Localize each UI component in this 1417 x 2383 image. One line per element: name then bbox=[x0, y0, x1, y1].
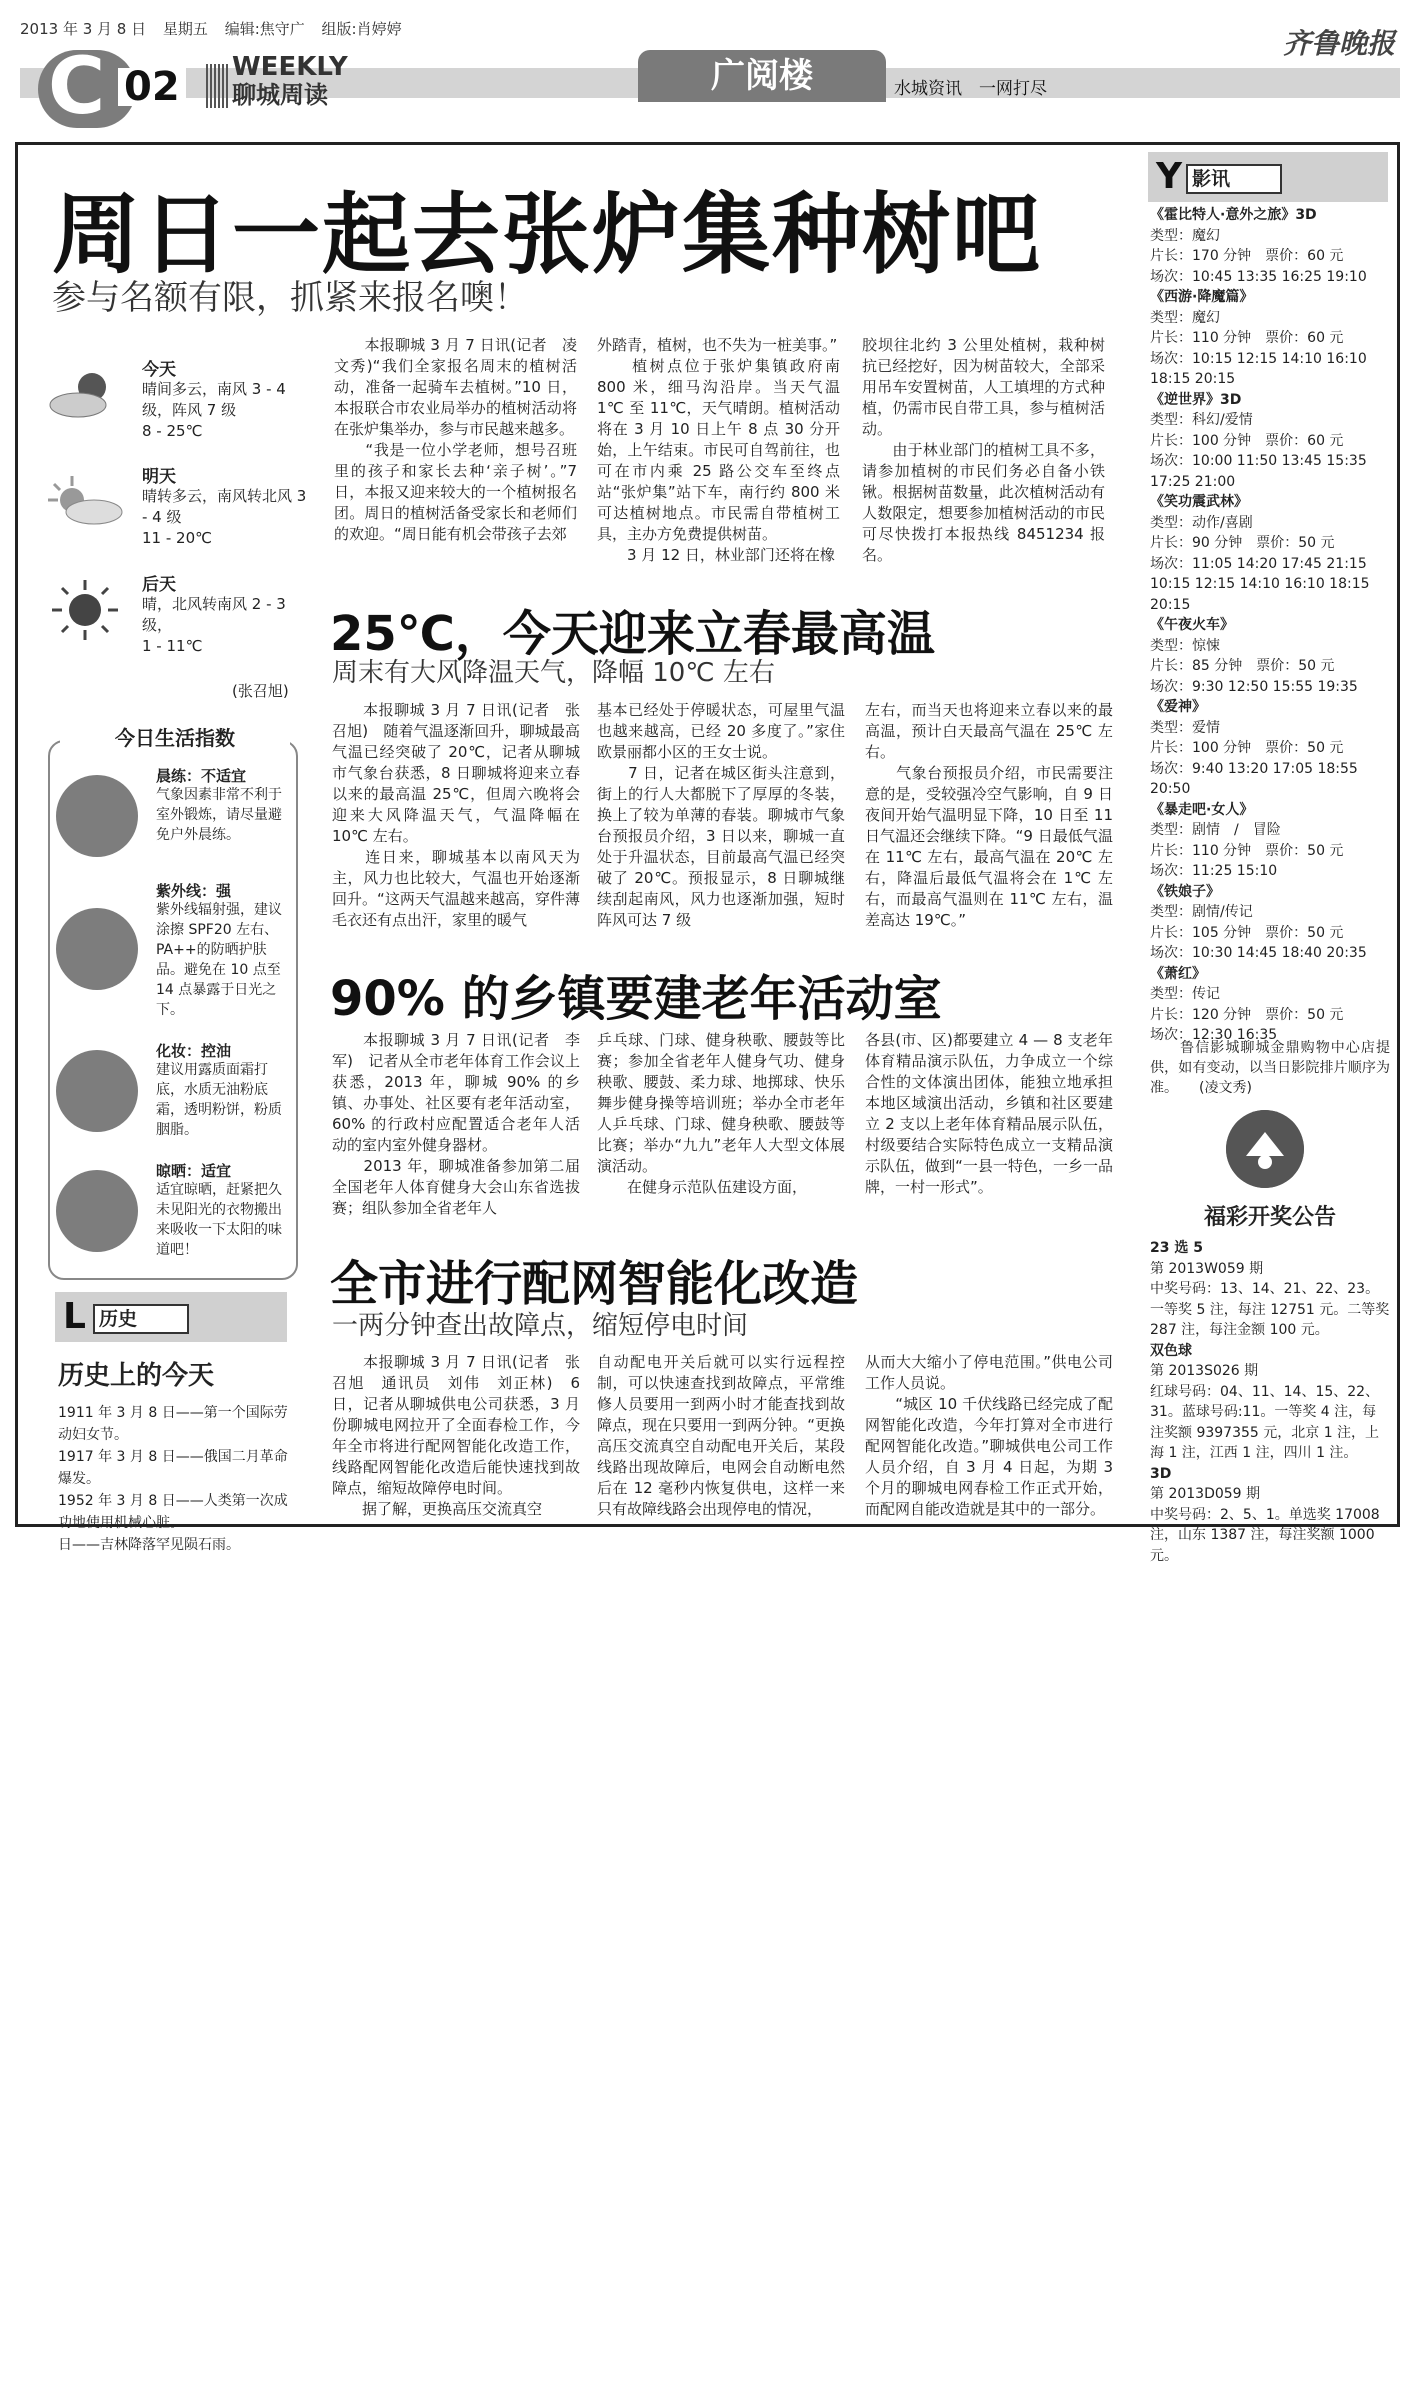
article4-subheadline: 一两分钟查出故障点，缩短停电时间 bbox=[332, 1311, 749, 1341]
movie-item bbox=[1150, 800, 1390, 882]
movies-section-header bbox=[1148, 152, 1388, 202]
section-subtitle: 水城资讯 一网打尽 bbox=[894, 79, 1047, 99]
movie-title: 《铁娘子》 bbox=[1150, 883, 1220, 900]
life-item-name: 晨练：不适宜 bbox=[156, 767, 247, 785]
history-title: 历史上的今天 bbox=[58, 1361, 215, 1391]
movie-item bbox=[1150, 205, 1390, 287]
life-item-desc: 适宜晾晒，赶紧把久未见阳光的衣物搬出来吸收一下太阳的味道吧！ bbox=[156, 1182, 282, 1258]
movie-item bbox=[1150, 492, 1390, 615]
lead-col2: 外踏青，植树，也不失为一桩美事。” 植树点位于张炉集镇政府南 800 米，细马沟沿岸。当天气温 1℃ 至 11℃，天气晴朗。植树活动将在 3 月 10 日上午 8 点 30 分开始，上午结束。市民可自驾前往，也可在市内乘 25 路公交车至终点站“张炉集”站下车，南行约 800 米可达植树地点。市民需自带植树工具，主办方免费提供树苗。 3 月 12 日，林业部门还将在橡 bbox=[597, 336, 840, 564]
movie-list bbox=[1150, 205, 1390, 1046]
movie-times: 场次：10:45 13:35 16:25 19:10 bbox=[1150, 268, 1367, 285]
life-item-desc: 紫外线辐射强，建议涂擦 SPF20 左右、PA++的防晒护肤品。避免在 10 点至 14 点暴露于日光之下。 bbox=[156, 902, 282, 1018]
movie-length: 片长：110 分钟 票价：50 元 bbox=[1150, 842, 1344, 859]
life-item bbox=[54, 765, 294, 875]
movie-times: 场次：11:05 14:20 17:45 21:15 10:15 12:15 14:10 16:10 18:15 20:15 bbox=[1150, 555, 1370, 613]
weather-after-tomorrow bbox=[44, 570, 304, 660]
issue-date: 2013 年 3 月 8 日 bbox=[20, 20, 147, 38]
movie-times: 场次：11:25 15:10 bbox=[1150, 863, 1278, 879]
weather-today bbox=[44, 355, 304, 445]
welfare-lottery-logo-icon bbox=[1226, 1110, 1304, 1188]
life-item bbox=[54, 880, 294, 1025]
movie-length: 片长：120 分钟 票价：50 元 bbox=[1150, 1006, 1344, 1023]
history-item: 1917 年 3 月 8 日——俄国二月革命爆发。 bbox=[58, 1449, 288, 1487]
weather-credit: (张召旭) bbox=[232, 682, 289, 700]
movie-item bbox=[1150, 964, 1390, 1046]
movie-note: 鲁信影城聊城金鼎购物中心店提供，如有变动，以当日影院排片顺序为准。 (凌文秀) bbox=[1150, 1040, 1390, 1096]
movie-type: 类型：爱情 bbox=[1150, 719, 1220, 736]
newspaper-logo: 齐鲁晚报 bbox=[1282, 27, 1395, 60]
movie-length: 片长：100 分钟 票价：60 元 bbox=[1150, 432, 1344, 449]
article3-headline: 90% 的乡镇要建老年活动室 bbox=[330, 971, 942, 1027]
lottery-line: 3D bbox=[1150, 1465, 1172, 1482]
article4-col2: 自动配电开关后就可以实行远程控制，可以快速查找到故障点，平常维修人员要用一到两小时才能查找到故障点，现在只要用一到两分钟。“更换高压交流真空自动配电开关后，某段线路出现故障后，电网会自动断电然后在 12 毫秒内恢复供电，这样一来只有故障线路会出现停电的情况， bbox=[597, 1353, 845, 1518]
life-index-title: 今日生活指数 bbox=[60, 722, 290, 751]
lottery-list bbox=[1150, 1238, 1390, 1566]
history-list bbox=[58, 1402, 290, 1556]
history-item: 1952 年 3 月 8 日——人类第一次成功地使用机械心脏。 bbox=[58, 1493, 288, 1531]
exercise-icon bbox=[56, 775, 138, 857]
article2-subheadline: 周末有大风降温天气，降幅 10℃ 左右 bbox=[332, 658, 775, 688]
weather-day: 明天 bbox=[142, 467, 176, 487]
lottery-title: 福彩开奖公告 bbox=[1203, 1205, 1336, 1230]
weekly-cn-label: 聊城周读 bbox=[232, 81, 328, 109]
weather-day: 今天 bbox=[142, 360, 176, 380]
barcode-icon bbox=[206, 64, 230, 108]
article2-col2: 基本已经处于停暖状态，可屋里气温也越来越高，已经 20 多度了。”家住欧景丽都小区的王女士说。 7 日，记者在城区街头注意到，街上的行人大都脱下了厚厚的冬装，换上了较为单薄的春装。聊城市气象台预报员介绍，3 日以来，聊城一直处于升温状态，目前最高气温已经突破了 20℃。预报显示，8 日聊城继续刮起南风，风力也逐渐加强，短时阵风可达 7 级 bbox=[597, 701, 845, 929]
lead-col1: 本报聊城 3 月 7 日讯(记者 凌文秀)“我们全家报名周末的植树活动，准备一起骑车去植树。”10 日，本报联合市农业局举办的植树活动将在张炉集举办，参与市民越来越多。 “我是一位小学老师，想号召班里的孩子和家长去种‘亲子树’。”7 日，本报又迎来较大的一个植树报名团。周日的植树活备受家长和老师们的欢迎。“周日能有机会带孩子去郊 bbox=[334, 336, 577, 543]
lottery-line: 23 选 5 bbox=[1150, 1240, 1203, 1256]
movie-length: 片长：110 分钟 票价：60 元 bbox=[1150, 330, 1344, 346]
lottery-line: 双色球 bbox=[1150, 1342, 1192, 1359]
weekly-label: WEEKLY bbox=[232, 52, 348, 82]
lead-col3: 胶坝往北约 3 公里处植树，栽种树抗已经挖好，因为树苗较大，全部采用吊车安置树苗，人工填埋的方式种植，仍需市民自带工具，参与植树活动。 由于林业部门的植树工具不多，请参加植树的市民们务必自备小铁锹。根据树苗数量，此次植树活动有人数限定，想要参加植树活动的市民可尽快拨打本报热线 8451234 报名。 bbox=[862, 336, 1105, 564]
page-number: 02 bbox=[118, 68, 186, 106]
article4-headline: 全市进行配网智能化改造 bbox=[330, 1256, 859, 1312]
lottery-line: 中奖号码：13、14、21、22、23。一等奖 5 注，每注 12751 元。二等奖 287 注，每注金额 100 元。 bbox=[1150, 1281, 1390, 1338]
movie-times: 场次：10:00 11:50 13:45 15:35 17:25 21:00 bbox=[1150, 453, 1367, 490]
movie-length: 片长：85 分钟 票价：50 元 bbox=[1150, 658, 1335, 674]
weather-tomorrow bbox=[44, 462, 307, 552]
movie-type: 类型：科幻/爱情 bbox=[1150, 412, 1253, 428]
movie-item bbox=[1150, 697, 1390, 800]
movie-type: 类型：动作/喜剧 bbox=[1150, 514, 1253, 531]
article3-col2: 乒乓球、门球、健身秧歌、腰鼓等比赛；参加全省老年人健身气功、健身秧歌、腰鼓、柔力球、地掷球、快乐舞步健身操等培训班；举办全市老年人乒乓球、门球、健身秧歌、腰鼓等比赛；举办“九九”老年人大型文体展演活动。 在健身示范队伍建设方面， bbox=[597, 1031, 845, 1196]
movie-length: 片长：90 分钟 票价：50 元 bbox=[1150, 535, 1335, 551]
life-item-name: 晾晒：适宜 bbox=[156, 1162, 232, 1180]
article2-col1: 本报聊城 3 月 7 日讯(记者 张召旭) 随着气温逐渐回升，聊城最高气温已经突破了 20℃，记者从聊城市气象台获悉，8 日聊城将迎来立春以来的最高温 25℃，但周六晚将会迎来大风降温天气，气温降幅在 10℃ 左右。 连日来，聊城基本以南风天为主，风力也比较大，气温也开始逐渐回升。“这两天气温越来越高，穿件薄毛衣还有点出汗，家里的暖气 bbox=[332, 701, 580, 929]
movie-type: 类型：传记 bbox=[1150, 986, 1220, 1002]
section-letter: C bbox=[48, 42, 106, 132]
history-item: 1911 年 3 月 8 日——第一个国际劳动妇女节。 bbox=[58, 1405, 288, 1443]
article4-col1: 本报聊城 3 月 7 日讯(记者 张召旭 通讯员 刘伟 刘正林) 6 日，记者从聊城供电公司获悉，3 月份聊城电网拉开了全面春检工作，今年全市将进行配网智能化改造工作，线路配网智能化改造后能快速找到故障点，缩短故障停电时间。 据了解，更换高压交流真空 bbox=[332, 1353, 580, 1518]
life-item-name: 紫外线：强 bbox=[156, 882, 232, 900]
life-item-name: 化妆：控油 bbox=[156, 1042, 232, 1060]
history-section-header bbox=[55, 1292, 287, 1342]
movie-times: 场次：10:30 14:45 18:40 20:35 bbox=[1150, 945, 1367, 961]
movie-title: 《逆世界》3D bbox=[1150, 391, 1242, 408]
partly-cloudy-icon bbox=[44, 365, 126, 425]
movie-type: 类型：剧情/传记 bbox=[1150, 904, 1253, 920]
movie-times: 场次：12:30 16:35 bbox=[1150, 1027, 1278, 1043]
movies-letter: Y bbox=[1156, 156, 1183, 197]
movie-item bbox=[1150, 882, 1390, 964]
movie-type: 类型：魔幻 bbox=[1150, 227, 1220, 244]
life-item bbox=[54, 1040, 294, 1150]
lottery-line: 中奖号码：2、5、1。单选奖 17008 注，山东 1387 注，每注奖额 1000 元。 bbox=[1150, 1506, 1380, 1564]
movie-type: 类型：剧情 / 冒险 bbox=[1150, 822, 1281, 838]
life-item-desc: 建议用露质面霜打底，水质无油粉底霜，透明粉饼，粉质胭脂。 bbox=[156, 1062, 282, 1138]
sun-cloud-icon bbox=[44, 472, 126, 532]
weather-desc: 晴，北风转南风 2 - 3 级， 1 - 11℃ bbox=[142, 595, 286, 655]
movie-title: 《萧红》 bbox=[1150, 965, 1206, 982]
cosmetics-icon bbox=[56, 1050, 138, 1132]
weather-desc: 晴间多云，南风 3 - 4 级，阵风 7 级 8 - 25℃ bbox=[142, 380, 286, 440]
article3-col3: 各县(市、区)都要建立 4 — 8 支老年体育精品演示队伍，力争成立一个综合性的文体演出团体，能独立地承担本地区域演出活动，乡镇和社区要建立 2 支以上老年体育精品展示队伍，村级要结合实际特色成立一支精品演示队伍，做到“一县一特色，一乡一品牌，一村一形式”。 bbox=[865, 1031, 1113, 1196]
history-label: 历史 bbox=[93, 1304, 189, 1334]
movie-times: 场次：9:40 13:20 17:05 18:55 20:50 bbox=[1150, 760, 1358, 797]
top-info-line bbox=[20, 18, 414, 39]
movie-type: 类型：惊悚 bbox=[1150, 637, 1220, 654]
lottery-line: 第 2013S026 期 bbox=[1150, 1363, 1259, 1379]
history-letter: L bbox=[63, 1296, 86, 1337]
movie-item bbox=[1150, 287, 1390, 390]
lottery-line: 第 2013W059 期 bbox=[1150, 1260, 1264, 1277]
movie-title: 《西游·降魔篇》 bbox=[1150, 289, 1254, 305]
movie-type: 类型：魔幻 bbox=[1150, 309, 1220, 326]
weekday: 星期五 bbox=[162, 20, 208, 38]
lottery-line: 红球号码：04、11、14、15、22、31。蓝球号码:11。一等奖 4 注，每注奖额 9397355 元，北京 1 注，上海 1 注，江西 1 注，四川 1 注。 bbox=[1150, 1383, 1380, 1461]
lead-subheadline: 参与名额有限，抓紧来报名噢！ bbox=[52, 278, 528, 318]
article2-headline: 25℃，今天迎来立春最高温 bbox=[330, 606, 935, 662]
life-item bbox=[54, 1160, 294, 1270]
movies-label: 影讯 bbox=[1186, 164, 1282, 194]
lottery-line: 第 2013D059 期 bbox=[1150, 1486, 1261, 1502]
history-item: 日——吉林降落罕见陨石雨。 bbox=[58, 1537, 240, 1553]
movie-title: 《爱神》 bbox=[1150, 699, 1206, 715]
movie-title: 《午夜火车》 bbox=[1150, 617, 1234, 633]
movie-times: 场次：10:15 12:15 14:10 16:10 18:15 20:15 bbox=[1150, 350, 1367, 387]
layout-editor: 组版:肖婷婷 bbox=[321, 20, 402, 38]
movie-item bbox=[1150, 615, 1390, 697]
movie-title: 《暴走吧·女人》 bbox=[1150, 801, 1254, 818]
movie-title: 《霍比特人·意外之旅》3D bbox=[1150, 207, 1317, 223]
movie-length: 片长：100 分钟 票价：50 元 bbox=[1150, 740, 1344, 756]
article2-col3: 左右，而当天也将迎来立春以来的最高温，预计白天最高气温在 25℃ 左右。 气象台预报员介绍，市民需要注意的是，受较强冷空气影响，自 9 日夜间开始气温明显下降，10 日至 11 日气温还会继续下降。“9 日最低气温在 11℃ 左右，最高气温在 20℃ 左右，降温后最低气温将会在 1℃ 左右，而最高气温则在 11℃ 左右，温差高达 19℃。” bbox=[865, 701, 1113, 929]
lead-headline: 周日一起去张炉集种树吧 bbox=[52, 182, 1043, 286]
movie-length: 片长：170 分钟 票价：60 元 bbox=[1150, 248, 1344, 264]
movie-times: 场次：9:30 12:50 15:55 19:35 bbox=[1150, 678, 1358, 695]
movie-title: 《笑功震武林》 bbox=[1150, 494, 1248, 510]
life-item-desc: 气象因素非常不利于室外锻炼，请尽量避免户外晨练。 bbox=[156, 787, 282, 843]
editor: 编辑:焦守广 bbox=[224, 20, 305, 38]
weather-day: 后天 bbox=[142, 575, 176, 595]
uv-icon bbox=[56, 908, 138, 990]
hanger-icon bbox=[56, 1170, 138, 1252]
article3-col1: 本报聊城 3 月 7 日讯(记者 李军) 记者从全市老年体育工作会议上获悉，2013 年，聊城 90% 的乡镇、办事处、社区要有老年活动室，60% 的行政村应配置适合老年人活动的室内室外健身器材。 2013 年，聊城准备参加第二届全国老年人体育健身大会山东省选拔赛；组队参加全省老年人 bbox=[332, 1031, 580, 1217]
weather-desc: 晴转多云，南风转北风 3 - 4 级 11 - 20℃ bbox=[142, 487, 307, 547]
movie-length: 片长：105 分钟 票价：50 元 bbox=[1150, 924, 1344, 941]
movie-item bbox=[1150, 390, 1390, 493]
section-title: 广阅楼 bbox=[638, 50, 886, 102]
article4-col3: 从而大大缩小了停电范围。”供电公司工作人员说。 “城区 10 千伏线路已经完成了配网智能化改造，今年打算对全市进行配网智能化改造。”聊城供电公司工作人员介绍，自 3 月 4 日起，为期 3 个月的聊城电网春检工作正式开始，而配网自能改造就是其中的一部分。 bbox=[865, 1353, 1113, 1518]
sun-icon bbox=[44, 580, 126, 640]
